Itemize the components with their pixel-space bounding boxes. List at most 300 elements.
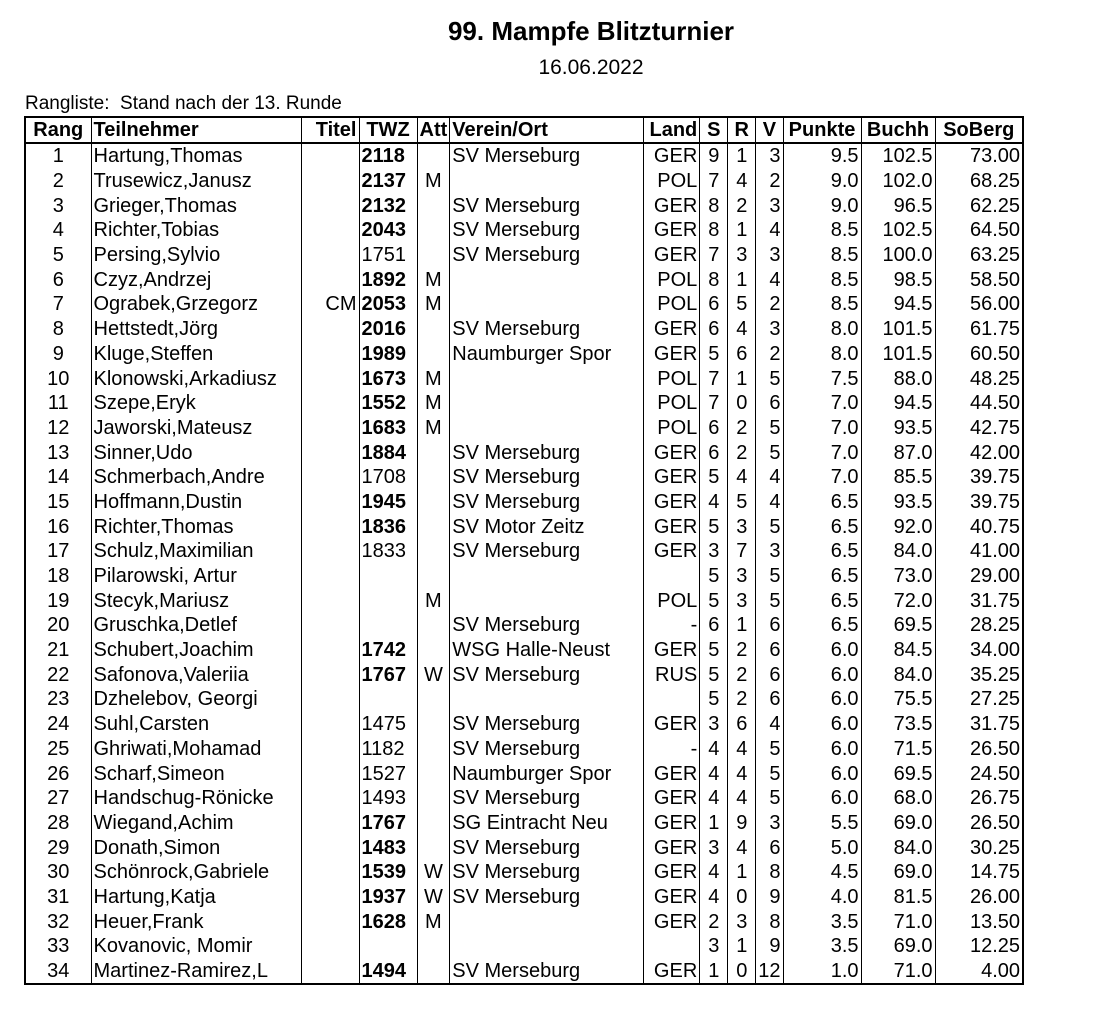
cell-teilnehmer: Czyz,Andrzej: [91, 267, 301, 292]
cell-titel: [301, 267, 359, 292]
cell-s: 5: [700, 662, 728, 687]
cell-r: 3: [728, 514, 756, 539]
cell-land: POL: [644, 391, 700, 416]
cell-rang: 19: [25, 588, 91, 613]
cell-twz: 1683: [359, 416, 417, 441]
cell-r: 1: [728, 218, 756, 243]
cell-s: 7: [700, 391, 728, 416]
cell-teilnehmer: Dzhelebov, Georgi: [91, 687, 301, 712]
cell-punkte: 6.0: [783, 638, 861, 663]
col-header-r: R: [728, 117, 756, 143]
cell-titel: [301, 662, 359, 687]
cell-att: W: [417, 662, 450, 687]
cell-buchh: 93.5: [861, 416, 935, 441]
cell-r: 1: [728, 143, 756, 169]
cell-r: 3: [728, 564, 756, 589]
cell-soberg: 12.25: [935, 934, 1023, 959]
cell-verein: SV Merseburg: [450, 885, 644, 910]
cell-land: POL: [644, 588, 700, 613]
cell-buchh: 69.0: [861, 811, 935, 836]
cell-r: 9: [728, 811, 756, 836]
cell-r: 2: [728, 638, 756, 663]
cell-twz: 1767: [359, 811, 417, 836]
table-row: [25, 638, 1023, 663]
col-header-buchh: Buchh: [861, 117, 935, 143]
cell-titel: [301, 811, 359, 836]
cell-soberg: 42.00: [935, 440, 1023, 465]
cell-s: 6: [700, 317, 728, 342]
cell-titel: [301, 539, 359, 564]
cell-v: 5: [756, 366, 783, 391]
cell-teilnehmer: Wiegand,Achim: [91, 811, 301, 836]
cell-rang: 31: [25, 885, 91, 910]
cell-soberg: 26.00: [935, 885, 1023, 910]
cell-land: RUS: [644, 662, 700, 687]
cell-s: 3: [700, 934, 728, 959]
cell-rang: 29: [25, 835, 91, 860]
cell-soberg: 64.50: [935, 218, 1023, 243]
cell-soberg: 24.50: [935, 761, 1023, 786]
cell-teilnehmer: Jaworski,Mateusz: [91, 416, 301, 441]
cell-land: POL: [644, 169, 700, 194]
cell-titel: [301, 564, 359, 589]
cell-land: GER: [644, 440, 700, 465]
cell-v: 5: [756, 761, 783, 786]
cell-twz: 2016: [359, 317, 417, 342]
cell-teilnehmer: Heuer,Frank: [91, 909, 301, 934]
cell-verein: SV Merseburg: [450, 218, 644, 243]
cell-buchh: 92.0: [861, 514, 935, 539]
cell-teilnehmer: Richter,Thomas: [91, 514, 301, 539]
table-row: [25, 588, 1023, 613]
cell-punkte: 3.5: [783, 934, 861, 959]
cell-att: [417, 465, 450, 490]
cell-s: 4: [700, 490, 728, 515]
cell-verein: SV Merseburg: [450, 959, 644, 985]
cell-titel: [301, 366, 359, 391]
cell-land: GER: [644, 885, 700, 910]
cell-teilnehmer: Hartung,Katja: [91, 885, 301, 910]
cell-s: 9: [700, 143, 728, 169]
table-row: [25, 835, 1023, 860]
cell-teilnehmer: Schmerbach,Andre: [91, 465, 301, 490]
cell-titel: [301, 514, 359, 539]
cell-punkte: 6.5: [783, 613, 861, 638]
cell-rang: 11: [25, 391, 91, 416]
cell-s: 5: [700, 588, 728, 613]
cell-v: 2: [756, 342, 783, 367]
ranking-subtitle: Rangliste: Stand nach der 13. Runde: [25, 93, 342, 114]
cell-twz: 2118: [359, 143, 417, 169]
cell-buchh: 87.0: [861, 440, 935, 465]
table-row: [25, 267, 1023, 292]
cell-rang: 7: [25, 292, 91, 317]
cell-rang: 17: [25, 539, 91, 564]
cell-att: [417, 786, 450, 811]
cell-r: 3: [728, 243, 756, 268]
cell-r: 0: [728, 959, 756, 985]
cell-att: [417, 514, 450, 539]
cell-v: 8: [756, 860, 783, 885]
cell-punkte: 4.0: [783, 885, 861, 910]
cell-v: 5: [756, 588, 783, 613]
cell-punkte: 6.0: [783, 737, 861, 762]
table-row: [25, 613, 1023, 638]
cell-att: [417, 143, 450, 169]
cell-soberg: 27.25: [935, 687, 1023, 712]
table-row: [25, 885, 1023, 910]
table-row: [25, 860, 1023, 885]
cell-r: 1: [728, 366, 756, 391]
cell-att: [417, 539, 450, 564]
table-row: [25, 440, 1023, 465]
cell-v: 4: [756, 490, 783, 515]
cell-verein: [450, 292, 644, 317]
cell-teilnehmer: Richter,Tobias: [91, 218, 301, 243]
cell-v: 9: [756, 934, 783, 959]
cell-twz: 1475: [359, 712, 417, 737]
cell-att: M: [417, 292, 450, 317]
cell-twz: [359, 687, 417, 712]
cell-soberg: 14.75: [935, 860, 1023, 885]
table-row: [25, 786, 1023, 811]
cell-r: 4: [728, 317, 756, 342]
table-row: [25, 366, 1023, 391]
cell-land: GER: [644, 761, 700, 786]
cell-att: M: [417, 366, 450, 391]
table-row: [25, 243, 1023, 268]
cell-rang: 21: [25, 638, 91, 663]
cell-rang: 18: [25, 564, 91, 589]
cell-land: [644, 687, 700, 712]
cell-s: 8: [700, 218, 728, 243]
col-header-verein: Verein/Ort: [450, 117, 644, 143]
col-header-teilnehmer: Teilnehmer: [91, 117, 301, 143]
cell-r: 2: [728, 193, 756, 218]
cell-buchh: 69.5: [861, 761, 935, 786]
cell-s: 7: [700, 169, 728, 194]
cell-s: 5: [700, 465, 728, 490]
cell-att: [417, 440, 450, 465]
table-row: [25, 539, 1023, 564]
cell-v: 6: [756, 662, 783, 687]
cell-s: 4: [700, 860, 728, 885]
cell-s: 5: [700, 687, 728, 712]
cell-buchh: 69.5: [861, 613, 935, 638]
cell-v: 8: [756, 909, 783, 934]
cell-land: POL: [644, 267, 700, 292]
cell-att: [417, 193, 450, 218]
cell-twz: 1552: [359, 391, 417, 416]
cell-verein: [450, 267, 644, 292]
cell-v: 2: [756, 292, 783, 317]
cell-verein: Naumburger Spor: [450, 342, 644, 367]
cell-teilnehmer: Hoffmann,Dustin: [91, 490, 301, 515]
cell-soberg: 58.50: [935, 267, 1023, 292]
cell-att: [417, 218, 450, 243]
table-row: [25, 934, 1023, 959]
cell-titel: [301, 712, 359, 737]
cell-titel: [301, 835, 359, 860]
cell-v: 4: [756, 465, 783, 490]
cell-titel: [301, 342, 359, 367]
cell-soberg: 39.75: [935, 490, 1023, 515]
cell-verein: SV Merseburg: [450, 737, 644, 762]
table-row: [25, 465, 1023, 490]
cell-land: -: [644, 613, 700, 638]
cell-v: 6: [756, 638, 783, 663]
cell-v: 6: [756, 613, 783, 638]
cell-titel: CM: [301, 292, 359, 317]
cell-punkte: 7.0: [783, 465, 861, 490]
cell-land: [644, 564, 700, 589]
cell-s: 4: [700, 786, 728, 811]
cell-att: [417, 490, 450, 515]
cell-buchh: 84.0: [861, 662, 935, 687]
cell-rang: 30: [25, 860, 91, 885]
cell-rang: 6: [25, 267, 91, 292]
cell-v: 12: [756, 959, 783, 985]
cell-r: 2: [728, 687, 756, 712]
cell-punkte: 6.0: [783, 662, 861, 687]
cell-verein: SV Merseburg: [450, 243, 644, 268]
cell-teilnehmer: Gruschka,Detlef: [91, 613, 301, 638]
cell-att: [417, 712, 450, 737]
cell-punkte: 8.5: [783, 267, 861, 292]
cell-titel: [301, 786, 359, 811]
cell-soberg: 26.75: [935, 786, 1023, 811]
table-row: [25, 317, 1023, 342]
cell-punkte: 8.0: [783, 342, 861, 367]
tournament-date: 16.06.2022: [538, 56, 644, 79]
cell-titel: [301, 860, 359, 885]
cell-att: [417, 638, 450, 663]
cell-soberg: 48.25: [935, 366, 1023, 391]
cell-s: 8: [700, 193, 728, 218]
cell-att: M: [417, 909, 450, 934]
cell-buchh: 102.5: [861, 143, 935, 169]
cell-punkte: 9.5: [783, 143, 861, 169]
cell-v: 5: [756, 786, 783, 811]
cell-rang: 3: [25, 193, 91, 218]
cell-s: 2: [700, 909, 728, 934]
cell-buchh: 75.5: [861, 687, 935, 712]
cell-soberg: 63.25: [935, 243, 1023, 268]
cell-s: 4: [700, 885, 728, 910]
cell-twz: 2132: [359, 193, 417, 218]
cell-teilnehmer: Trusewicz,Janusz: [91, 169, 301, 194]
cell-land: GER: [644, 218, 700, 243]
cell-v: 3: [756, 539, 783, 564]
cell-twz: 1628: [359, 909, 417, 934]
cell-teilnehmer: Donath,Simon: [91, 835, 301, 860]
cell-rang: 20: [25, 613, 91, 638]
cell-teilnehmer: Kovanovic, Momir: [91, 934, 301, 959]
cell-twz: 1182: [359, 737, 417, 762]
cell-rang: 9: [25, 342, 91, 367]
cell-titel: [301, 169, 359, 194]
cell-buchh: 71.0: [861, 909, 935, 934]
cell-r: 4: [728, 737, 756, 762]
cell-land: GER: [644, 638, 700, 663]
cell-r: 3: [728, 588, 756, 613]
cell-s: 7: [700, 243, 728, 268]
cell-twz: 1539: [359, 860, 417, 885]
cell-v: 9: [756, 885, 783, 910]
cell-v: 3: [756, 317, 783, 342]
cell-v: 6: [756, 835, 783, 860]
cell-s: 1: [700, 959, 728, 985]
table-row: [25, 218, 1023, 243]
cell-verein: SV Merseburg: [450, 317, 644, 342]
cell-verein: SV Merseburg: [450, 712, 644, 737]
cell-titel: [301, 885, 359, 910]
cell-v: 5: [756, 564, 783, 589]
cell-rang: 32: [25, 909, 91, 934]
cell-twz: 1751: [359, 243, 417, 268]
table-row: [25, 169, 1023, 194]
cell-buchh: 84.0: [861, 835, 935, 860]
cell-soberg: 60.50: [935, 342, 1023, 367]
cell-v: 4: [756, 218, 783, 243]
cell-v: 5: [756, 737, 783, 762]
table-row: [25, 416, 1023, 441]
cell-titel: [301, 737, 359, 762]
col-header-twz: TWZ: [359, 117, 417, 143]
cell-land: -: [644, 737, 700, 762]
cell-twz: 1989: [359, 342, 417, 367]
cell-att: [417, 737, 450, 762]
cell-buchh: 71.0: [861, 959, 935, 985]
table-row: [25, 143, 1023, 169]
cell-titel: [301, 193, 359, 218]
cell-v: 4: [756, 712, 783, 737]
cell-teilnehmer: Stecyk,Mariusz: [91, 588, 301, 613]
cell-titel: [301, 416, 359, 441]
cell-twz: 1892: [359, 267, 417, 292]
table-row: [25, 514, 1023, 539]
cell-teilnehmer: Hettstedt,Jörg: [91, 317, 301, 342]
cell-r: 7: [728, 539, 756, 564]
table-row: [25, 737, 1023, 762]
cell-verein: SV Merseburg: [450, 860, 644, 885]
cell-land: [644, 934, 700, 959]
cell-buchh: 96.5: [861, 193, 935, 218]
table-row: [25, 490, 1023, 515]
cell-teilnehmer: Ograbek,Grzegorz: [91, 292, 301, 317]
cell-twz: 1945: [359, 490, 417, 515]
cell-buchh: 73.0: [861, 564, 935, 589]
cell-rang: 13: [25, 440, 91, 465]
col-header-land: Land: [644, 117, 700, 143]
cell-punkte: 6.0: [783, 761, 861, 786]
cell-twz: [359, 613, 417, 638]
cell-soberg: 29.00: [935, 564, 1023, 589]
cell-soberg: 73.00: [935, 143, 1023, 169]
cell-s: 7: [700, 366, 728, 391]
cell-teilnehmer: Kluge,Steffen: [91, 342, 301, 367]
cell-att: [417, 761, 450, 786]
cell-soberg: 56.00: [935, 292, 1023, 317]
cell-teilnehmer: Schönrock,Gabriele: [91, 860, 301, 885]
cell-att: W: [417, 885, 450, 910]
cell-rang: 24: [25, 712, 91, 737]
cell-teilnehmer: Handschug-Rönicke: [91, 786, 301, 811]
cell-soberg: 31.75: [935, 712, 1023, 737]
cell-teilnehmer: Szepe,Eryk: [91, 391, 301, 416]
cell-verein: SV Merseburg: [450, 835, 644, 860]
cell-soberg: 68.25: [935, 169, 1023, 194]
cell-buchh: 98.5: [861, 267, 935, 292]
cell-verein: [450, 564, 644, 589]
cell-v: 4: [756, 267, 783, 292]
cell-att: W: [417, 860, 450, 885]
col-header-punkte: Punkte: [783, 117, 861, 143]
cell-rang: 2: [25, 169, 91, 194]
ranking-table-body: [25, 143, 1023, 984]
cell-buchh: 68.0: [861, 786, 935, 811]
cell-titel: [301, 490, 359, 515]
cell-verein: SV Merseburg: [450, 539, 644, 564]
cell-r: 5: [728, 490, 756, 515]
cell-soberg: 40.75: [935, 514, 1023, 539]
cell-s: 6: [700, 613, 728, 638]
cell-rang: 5: [25, 243, 91, 268]
cell-v: 5: [756, 416, 783, 441]
cell-buchh: 101.5: [861, 342, 935, 367]
cell-s: 1: [700, 811, 728, 836]
cell-s: 6: [700, 440, 728, 465]
cell-soberg: 35.25: [935, 662, 1023, 687]
cell-s: 8: [700, 267, 728, 292]
cell-titel: [301, 317, 359, 342]
cell-att: [417, 243, 450, 268]
cell-soberg: 44.50: [935, 391, 1023, 416]
cell-att: M: [417, 391, 450, 416]
cell-land: GER: [644, 143, 700, 169]
cell-buchh: 94.5: [861, 391, 935, 416]
cell-twz: 1483: [359, 835, 417, 860]
cell-r: 2: [728, 440, 756, 465]
cell-verein: SV Motor Zeitz: [450, 514, 644, 539]
cell-twz: 1527: [359, 761, 417, 786]
cell-v: 3: [756, 143, 783, 169]
cell-land: GER: [644, 490, 700, 515]
cell-twz: 1493: [359, 786, 417, 811]
cell-punkte: 9.0: [783, 193, 861, 218]
cell-land: GER: [644, 959, 700, 985]
cell-twz: 1708: [359, 465, 417, 490]
cell-buchh: 73.5: [861, 712, 935, 737]
cell-v: 6: [756, 687, 783, 712]
table-row: [25, 564, 1023, 589]
col-header-att: Att: [417, 117, 450, 143]
cell-titel: [301, 638, 359, 663]
cell-s: 6: [700, 416, 728, 441]
cell-buchh: 71.5: [861, 737, 935, 762]
cell-verein: [450, 169, 644, 194]
cell-rang: 26: [25, 761, 91, 786]
cell-soberg: 26.50: [935, 737, 1023, 762]
cell-verein: SV Merseburg: [450, 662, 644, 687]
cell-punkte: 6.5: [783, 564, 861, 589]
cell-soberg: 62.25: [935, 193, 1023, 218]
cell-att: [417, 934, 450, 959]
cell-s: 5: [700, 638, 728, 663]
table-row: [25, 292, 1023, 317]
cell-punkte: 5.5: [783, 811, 861, 836]
cell-rang: 25: [25, 737, 91, 762]
